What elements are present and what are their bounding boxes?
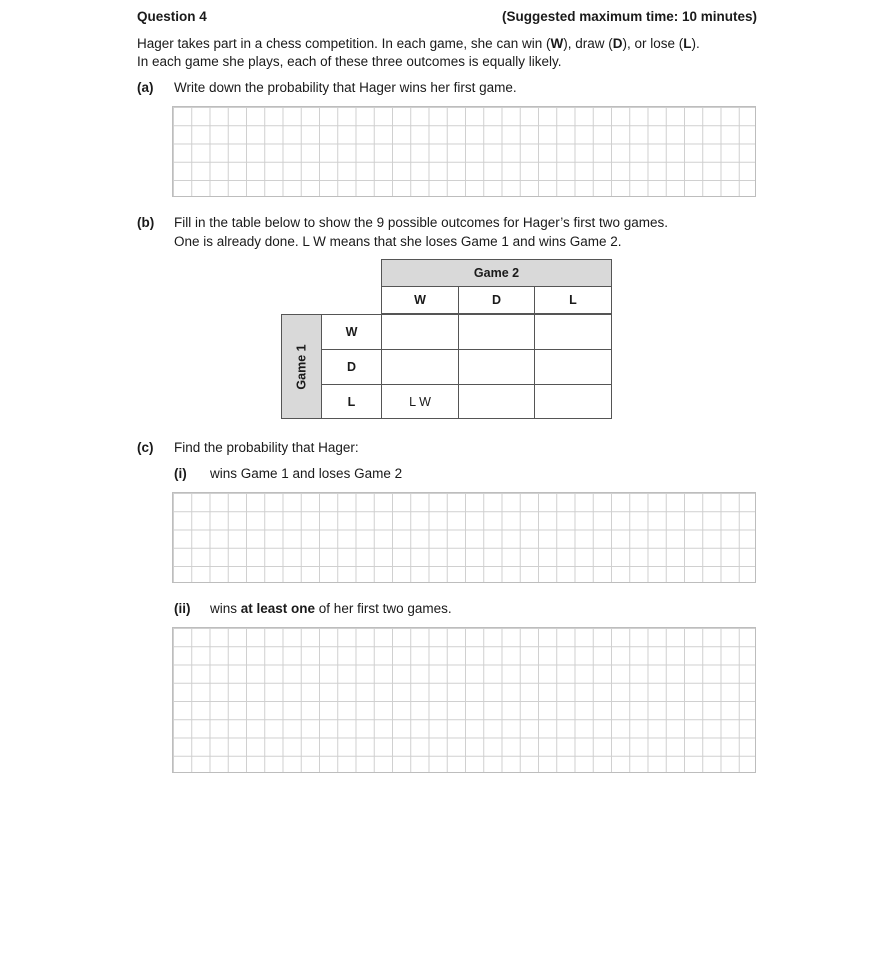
col-header-d: D	[458, 286, 535, 314]
part-b-line-2: One is already done. L W means that she loses Game 1 and wins Game 2.	[174, 234, 622, 249]
row-header-l: L	[321, 384, 382, 419]
cell-w-l[interactable]	[534, 314, 612, 350]
part-c-ii-label: (ii)	[174, 601, 191, 616]
answer-grid-a[interactable]	[172, 106, 756, 197]
row-header-w: W	[321, 314, 382, 350]
suggested-time: (Suggested maximum time: 10 minutes)	[502, 9, 758, 24]
col-header-l: L	[534, 286, 612, 314]
part-c-i-question: wins Game 1 and loses Game 2	[210, 466, 403, 481]
cell-w-w[interactable]	[381, 314, 459, 350]
part-b-line-1: Fill in the table below to show the 9 possible outcomes for Hager’s first two games.	[174, 215, 668, 230]
game-2-header: Game 2	[381, 259, 612, 287]
part-c-ii-question: wins at least one of her first two games.	[210, 601, 452, 616]
col-header-w: W	[381, 286, 459, 314]
cell-w-d[interactable]	[458, 314, 535, 350]
game-1-header: Game 1	[281, 314, 322, 419]
question-title: Question 4	[137, 9, 207, 24]
part-a-label: (a)	[137, 80, 154, 95]
cell-d-d[interactable]	[458, 349, 535, 385]
part-c-i-label: (i)	[174, 466, 187, 481]
cell-d-l[interactable]	[534, 349, 612, 385]
answer-grid-c-ii[interactable]	[172, 627, 756, 773]
cell-d-w[interactable]	[381, 349, 459, 385]
cell-l-l[interactable]	[534, 384, 612, 419]
answer-grid-c-i[interactable]	[172, 492, 756, 583]
row-header-d: D	[321, 349, 382, 385]
intro-line-1: Hager takes part in a chess competition. In each game, she can win (W), draw (D), or lose (L).	[137, 36, 700, 51]
intro-line-2: In each game she plays, each of these three outcomes is equally likely.	[137, 54, 562, 69]
part-a-question: Write down the probability that Hager wins her first game.	[174, 80, 517, 95]
part-c-question: Find the probability that Hager:	[174, 440, 359, 455]
cell-l-d[interactable]	[458, 384, 535, 419]
part-b-label: (b)	[137, 215, 155, 230]
cell-l-w[interactable]: L W	[381, 384, 459, 419]
part-c-label: (c)	[137, 440, 154, 455]
